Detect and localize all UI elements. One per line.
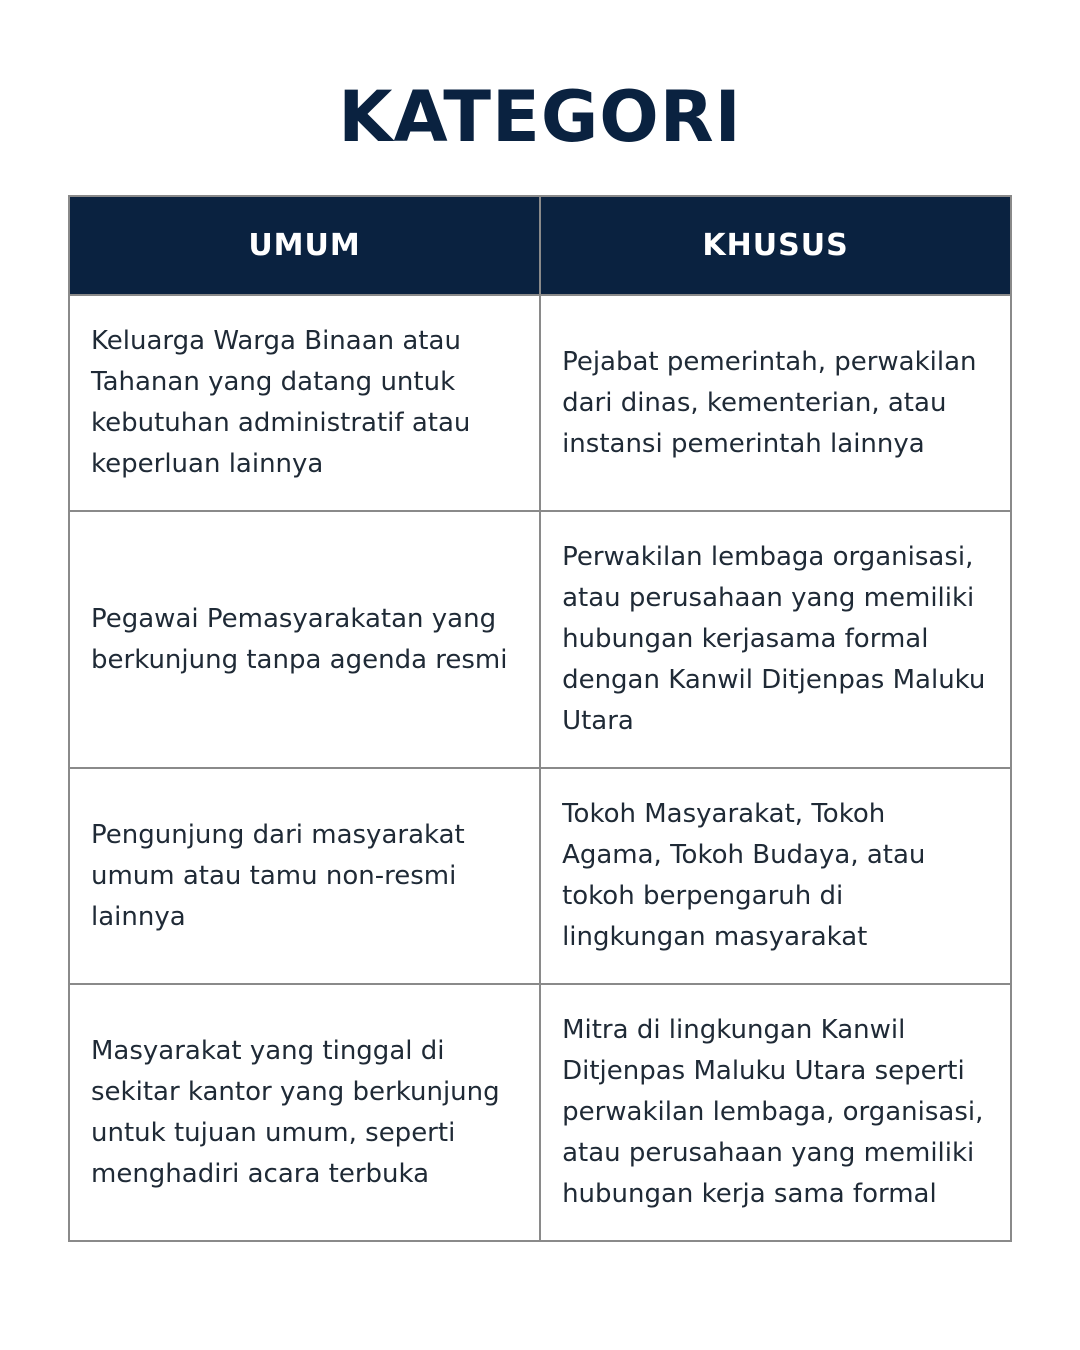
table-row <box>69 511 1011 768</box>
cell-umum: Pegawai Pemasyarakatan yang berkunjung tanpa agenda resmi <box>69 511 540 768</box>
page-title: KATEGORI <box>338 76 742 158</box>
cell-umum: Pengunjung dari masyarakat umum atau tamu non-resmi lainnya <box>69 768 540 984</box>
table-row <box>69 295 1011 511</box>
column-header-khusus: KHUSUS <box>540 196 1011 295</box>
cell-khusus: Tokoh Masyarakat, Tokoh Agama, Tokoh Budaya, atau tokoh berpengaruh di lingkungan masyarakat <box>540 768 1011 984</box>
category-table <box>68 195 1012 1242</box>
table-header-row <box>69 196 1011 295</box>
cell-khusus: Pejabat pemerintah, perwakilan dari dinas, kementerian, atau instansi pemerintah lainnya <box>540 295 1011 511</box>
table-row <box>69 984 1011 1241</box>
cell-khusus: Perwakilan lembaga organisasi, atau perusahaan yang memiliki hubungan kerjasama formal dengan Kanwil Ditjenpas Maluku Utara <box>540 511 1011 768</box>
cell-umum: Masyarakat yang tinggal di sekitar kantor yang berkunjung untuk tujuan umum, seperti menghadiri acara terbuka <box>69 984 540 1241</box>
table-row <box>69 768 1011 984</box>
cell-umum: Keluarga Warga Binaan atau Tahanan yang datang untuk kebutuhan administratif atau keperluan lainnya <box>69 295 540 511</box>
cell-khusus: Mitra di lingkungan Kanwil Ditjenpas Maluku Utara seperti perwakilan lembaga, organisasi, atau perusahaan yang memiliki hubungan kerja sama formal <box>540 984 1011 1241</box>
column-header-umum: UMUM <box>69 196 540 295</box>
